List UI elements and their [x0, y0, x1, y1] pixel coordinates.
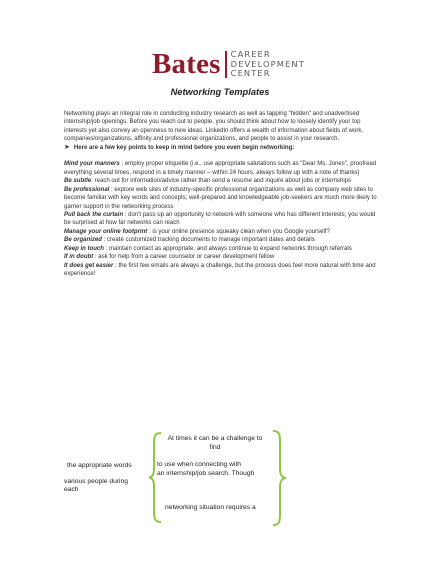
logo-wordmark: Bates: [152, 48, 221, 80]
logo-divider: [225, 51, 227, 78]
tip-label: Keep in touch: [64, 245, 104, 252]
arrow-bullet-icon: ➤: [64, 143, 70, 151]
tip-text: : reach out for information/advice rather than send a resume and inquire about jobs or internships: [91, 178, 352, 185]
diagram-top-text: [156, 435, 274, 452]
page-title: Networking Templates: [170, 87, 270, 97]
intro-paragraph: Networking plays an integral role in conducting industry research as well as tapping "hidden" and unadvertised internship/job openings. Before you reach out to people, you should think about how to loosely identify your top interests yet also convey an openness to new ideas. LinkedIn offers a wealth of information about fields of work, companies/organizations, affinity and professional organizations, and people to assist in your research.: [64, 111, 364, 143]
diagram-line: an internship/job search. Though: [157, 469, 255, 477]
tip-paragraph: [64, 228, 382, 236]
tip-text: : maintain contact as appropriate, and always continue to expand networks through referrals: [103, 245, 352, 252]
diagram-bottom-text: networking situation requires a: [165, 504, 256, 511]
diagram-line: At times it can be a challenge to: [167, 435, 263, 442]
tip-label: Be professional: [64, 186, 110, 193]
tip-text: : employ proper etiquette (i.e., use appropriate salutations such as "Dear Ms. Jones", proofread everything several times, respond in a timely manner – within 24 hours, always follow up with a note of thanks): [64, 161, 377, 176]
tip-paragraph: [64, 186, 382, 211]
logo-subtitle: [231, 49, 305, 78]
tip-text: : explore web sites of industry-specific professional organizations as well as company web sites to become familiar with key words and concepts; well-prepared and knowledgeable job-seekers are much more likely to garner support in the networking process: [64, 186, 377, 210]
diagram-line: to use when connecting with: [157, 461, 242, 468]
tip-label: Manage your online footprint: [64, 228, 148, 235]
tip-text: : is your online presence squeaky clean when you Google yourself?: [147, 228, 330, 235]
tip-paragraph: [64, 177, 382, 185]
diagram-left-top-text: the appropriate words: [67, 462, 132, 469]
tip-text: : create customized tracking documents to manage important dates and details: [101, 237, 315, 244]
tip-text: : ask for help from a career counselor or career development fellow: [93, 254, 275, 261]
tip-paragraph: [64, 160, 382, 177]
diagram-line: each: [64, 485, 79, 493]
tip-label: It does get easier: [64, 262, 114, 269]
tip-paragraph: [64, 236, 382, 244]
diagram-line: various people during: [64, 478, 128, 485]
diagram-line: find: [209, 443, 221, 451]
diagram-middle-text: [157, 461, 277, 478]
tip-label: If in doubt: [64, 254, 94, 261]
tip-paragraph: [64, 245, 382, 253]
key-points-heading-text: Here are a few key points to keep in mind before you even begin networking:: [73, 144, 295, 151]
bates-logo: [152, 48, 305, 80]
tip-text: : don't pass up an opportunity to network with someone who has different interests; you would be surprised at how far networks can reach: [64, 211, 376, 227]
tip-paragraph: [64, 211, 382, 228]
tip-label: Pull back the curtain: [64, 211, 124, 218]
diagram-left-bottom-text: [64, 478, 128, 493]
tip-label: Be subtle: [64, 178, 92, 185]
key-points-heading: [64, 144, 382, 152]
tip-text: : the first few emails are always a challenge, but the process does feel more natural with time and experience!: [64, 262, 376, 278]
tip-paragraph: [64, 253, 382, 261]
document-body: [64, 110, 382, 279]
tip-label: Mind your manners: [64, 161, 120, 168]
tip-label: Be organized: [64, 237, 102, 244]
logo-line: CAREER: [230, 49, 271, 60]
logo-line: DEVELOPMENT: [230, 58, 305, 69]
logo-line: CENTER: [230, 68, 271, 79]
tip-paragraph: [64, 262, 382, 279]
